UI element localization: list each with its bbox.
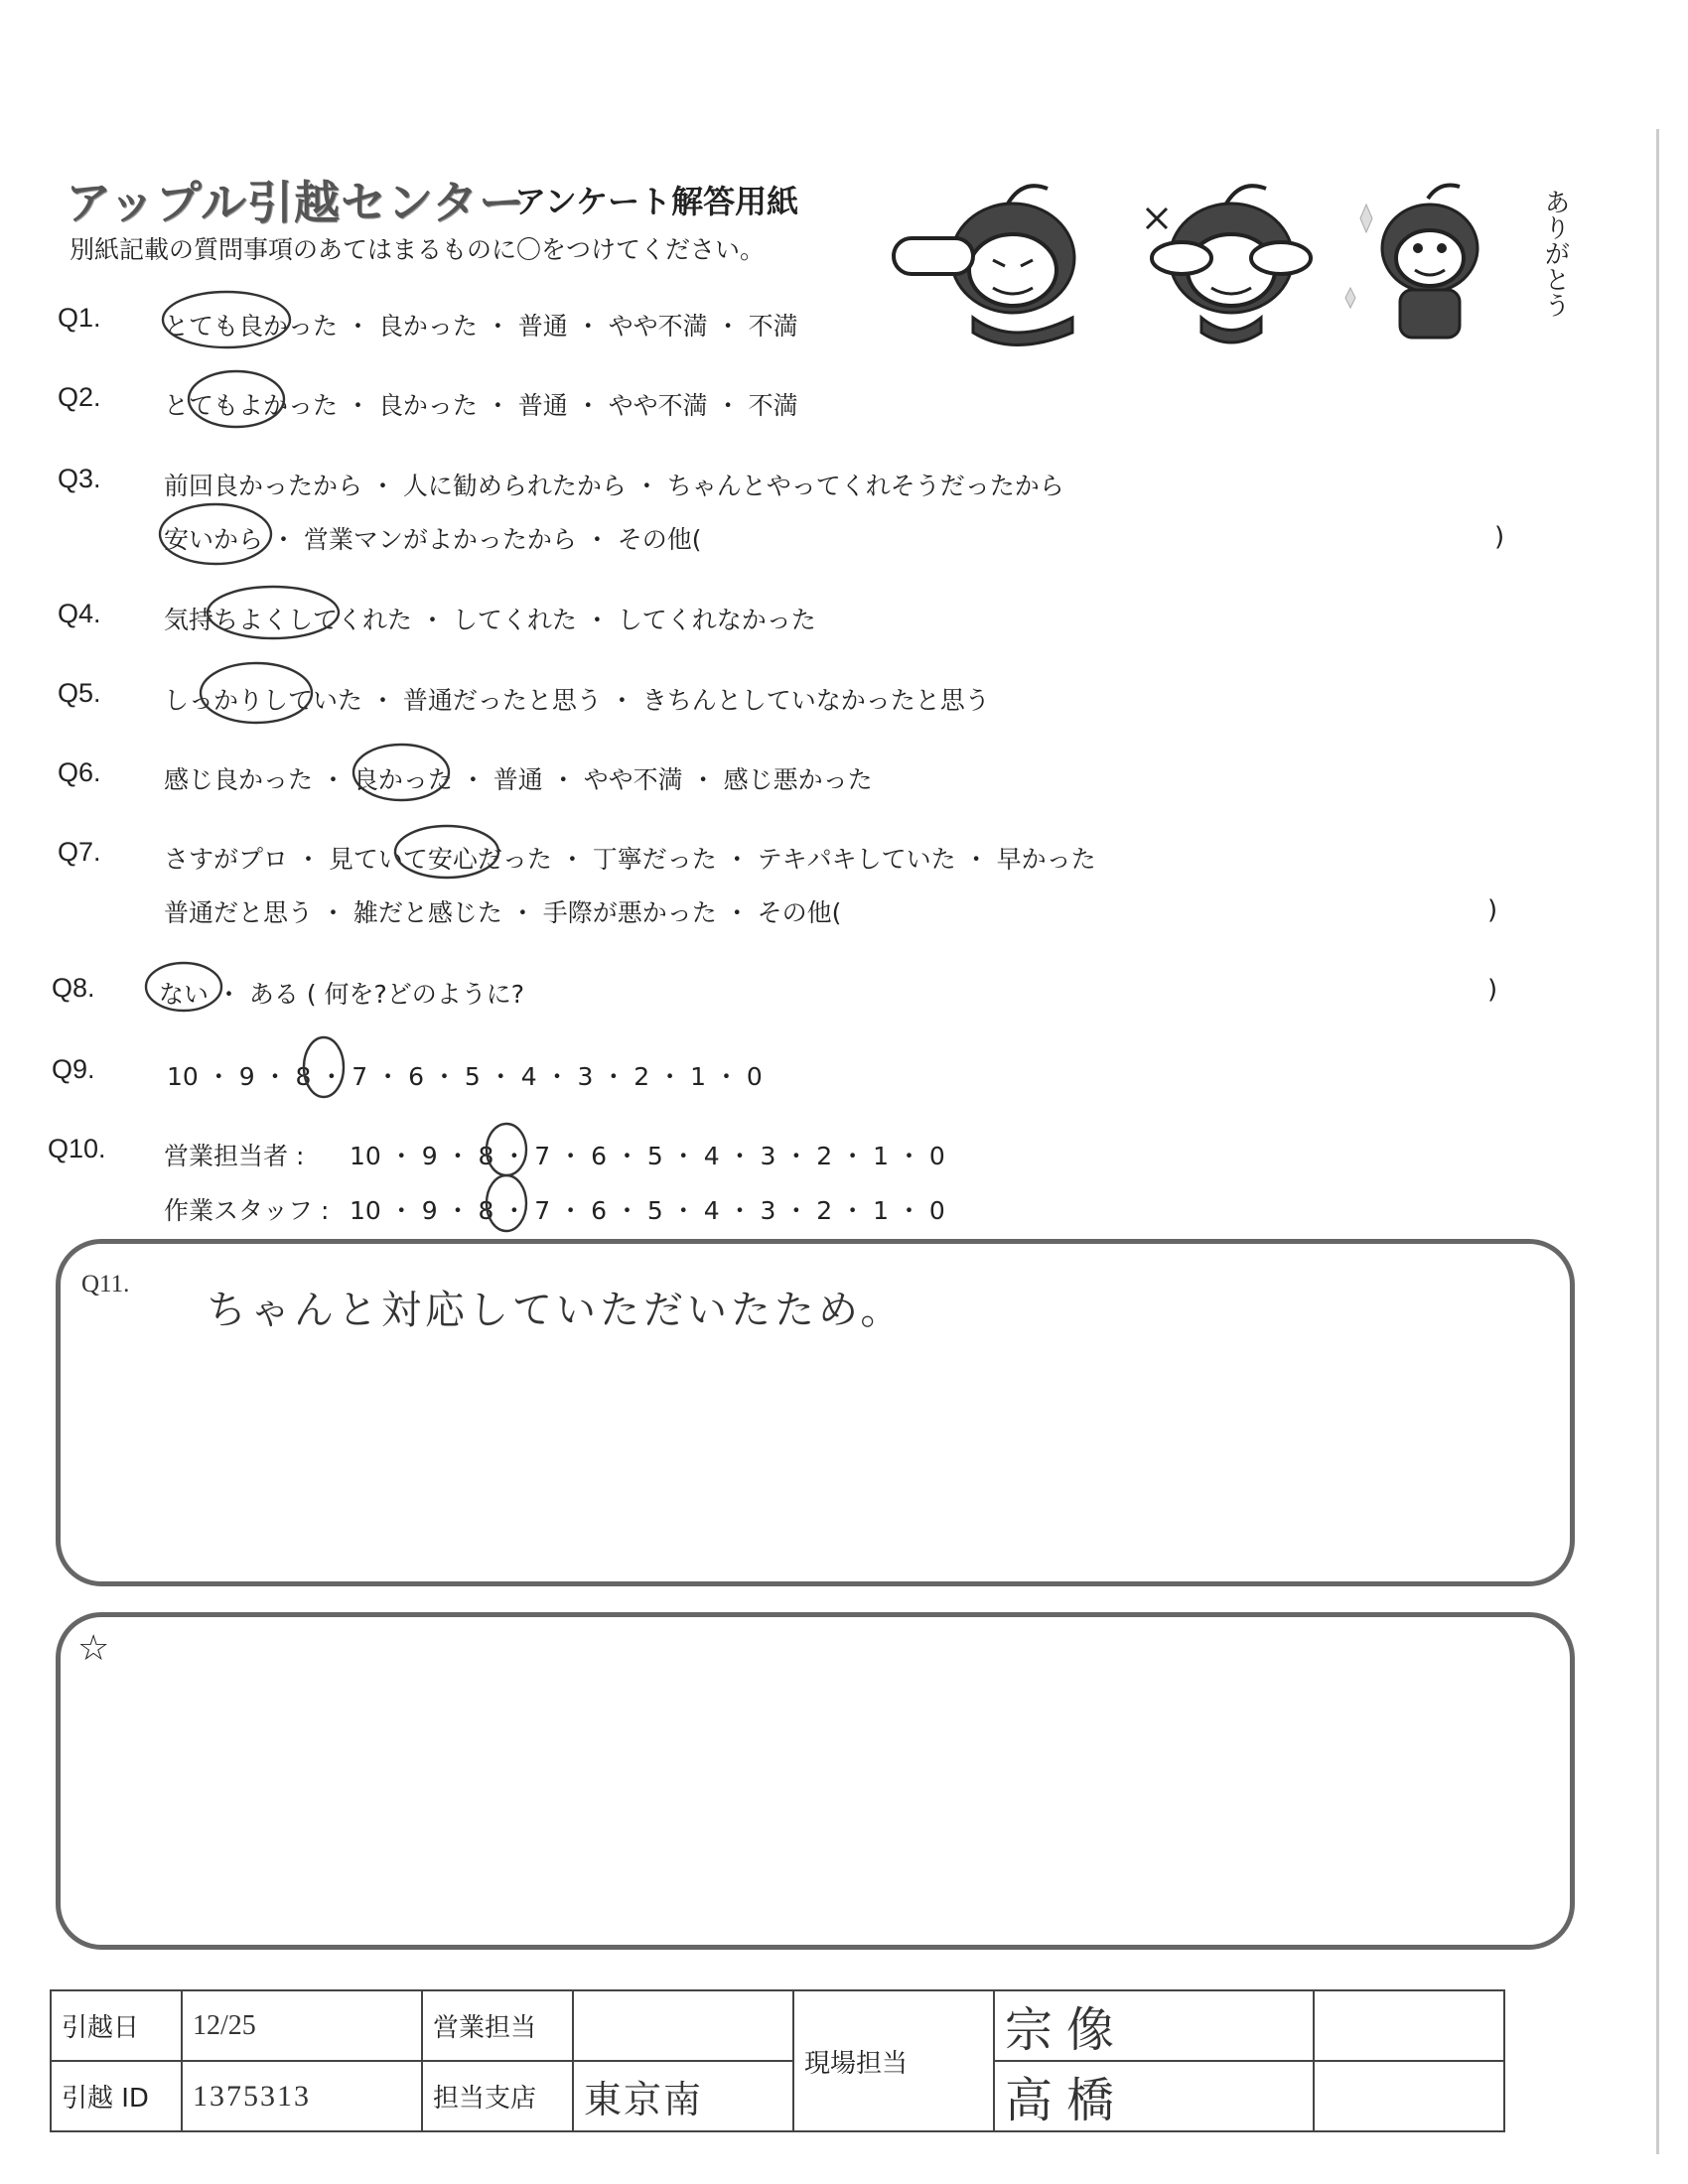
q11-comment-text: ちゃんと対応していただいたため。 [207,1288,905,1332]
instruction-text: 別紙記載の質問事項のあてはまるものに〇をつけてください。 [70,235,766,264]
q6-label: Q6. [58,757,101,787]
q2-options: とてもよかった ・ 良かった ・ 普通 ・ やや不満 ・ 不満 [164,391,798,420]
q5-label: Q5. [58,678,101,708]
q7-close-paren: ) [1487,895,1498,925]
company-name: アップル引越センター [66,176,526,229]
sales-rep-label: 営業担当 [422,1990,573,2061]
q7-options-line2: 普通だと思う ・ 雑だと感じた ・ 手際が悪かった ・ その他( [164,898,842,927]
q2-label: Q2. [58,382,101,412]
q1-options: とても良かった ・ 良かった ・ 普通 ・ やや不満 ・ 不満 [164,312,798,341]
q6-answer-circle [353,745,449,800]
move-id-label: 引越 ID [51,2061,182,2131]
thanks-text: ありがとう [1540,189,1570,318]
form-title: アンケート解答用紙 [514,183,799,220]
q10-staff-scale: 10 ・ 9 ・ 8 ・ 7 ・ 6 ・ 5 ・ 4 ・ 3 ・ 2 ・ 1 ・ 0 [350,1196,945,1225]
q6-options: 感じ良かった ・ 良かった ・ 普通 ・ やや不満 ・ 感じ悪かった [164,765,873,794]
q2-answer-circle [189,371,284,427]
q7-options-line1: さすがプロ ・ 見ていて安心だった ・ 丁寧だった ・ テキパキしていた ・ 早かった [164,845,1096,874]
footer-info-table [50,1989,1505,2132]
q4-options: 気持ちよくしてくれた ・ してくれた ・ してくれなかった [164,606,816,634]
branch-value: 東京南 [573,2061,793,2131]
q3-answer-circle [160,504,271,564]
q10-staff-label: 作業スタッフ : [164,1196,330,1225]
q7-label: Q7. [58,837,101,867]
q10-sales-label: 営業担当者 : [164,1142,305,1170]
q5-options: しっかりしていた ・ 普通だったと思う ・ きちんとしていなかったと思う [164,686,990,715]
q3-options-line2: 安いから ・ 営業マンがよかったから ・ その他( [164,525,702,554]
q8-options: ない ・ ある ( 何を?どのように? [159,980,525,1009]
q4-label: Q4. [58,599,101,628]
q3-options-line1: 前回良かったから ・ 人に勧められたから ・ ちゃんとやってくれそうだったから [164,472,1064,500]
site-rep-label: 現場担当 [793,1990,994,2131]
move-date-label: 引越日 [51,1990,182,2061]
q10-sales-answer-circle [487,1124,526,1175]
q7-answer-circle [395,826,498,878]
site-rep-1: 宗像 [994,1990,1314,2061]
q9-scale: 10 ・ 9 ・ 8 ・ 7 ・ 6 ・ 5 ・ 4 ・ 3 ・ 2 ・ 1 ・ 0 [167,1062,763,1091]
q3-label: Q3. [58,464,101,493]
q9-answer-circle [304,1037,344,1097]
q8-close-paren: ) [1487,975,1498,1005]
scan-edge-line [1656,129,1659,2154]
q8-label: Q8. [52,973,95,1003]
q8-answer-circle [146,963,221,1011]
sales-rep-value [573,1990,793,2061]
q1-label: Q1. [58,303,101,333]
footer-blank-cell-2 [1314,2061,1504,2131]
q3-close-paren: ) [1494,522,1505,552]
q11-label: Q11. [81,1271,130,1297]
q10-sales-scale: 10 ・ 9 ・ 8 ・ 7 ・ 6 ・ 5 ・ 4 ・ 3 ・ 2 ・ 1 ・ 0 [350,1142,945,1170]
q4-answer-circle [208,587,339,638]
q9-label: Q9. [52,1054,95,1084]
free-comment-box [56,1612,1575,1950]
footer-blank-cell-1 [1314,1990,1504,2061]
move-date-value: 12/25 [182,1990,422,2061]
q5-answer-circle [201,663,312,723]
q10-staff-answer-circle [487,1175,526,1231]
branch-label: 担当支店 [422,2061,573,2131]
q1-answer-circle [163,292,290,347]
star-label: ☆ [77,1628,110,1669]
site-rep-2: 高橋 [994,2061,1314,2131]
move-id-value: 1375313 [182,2061,422,2131]
q10-label: Q10. [48,1134,106,1163]
